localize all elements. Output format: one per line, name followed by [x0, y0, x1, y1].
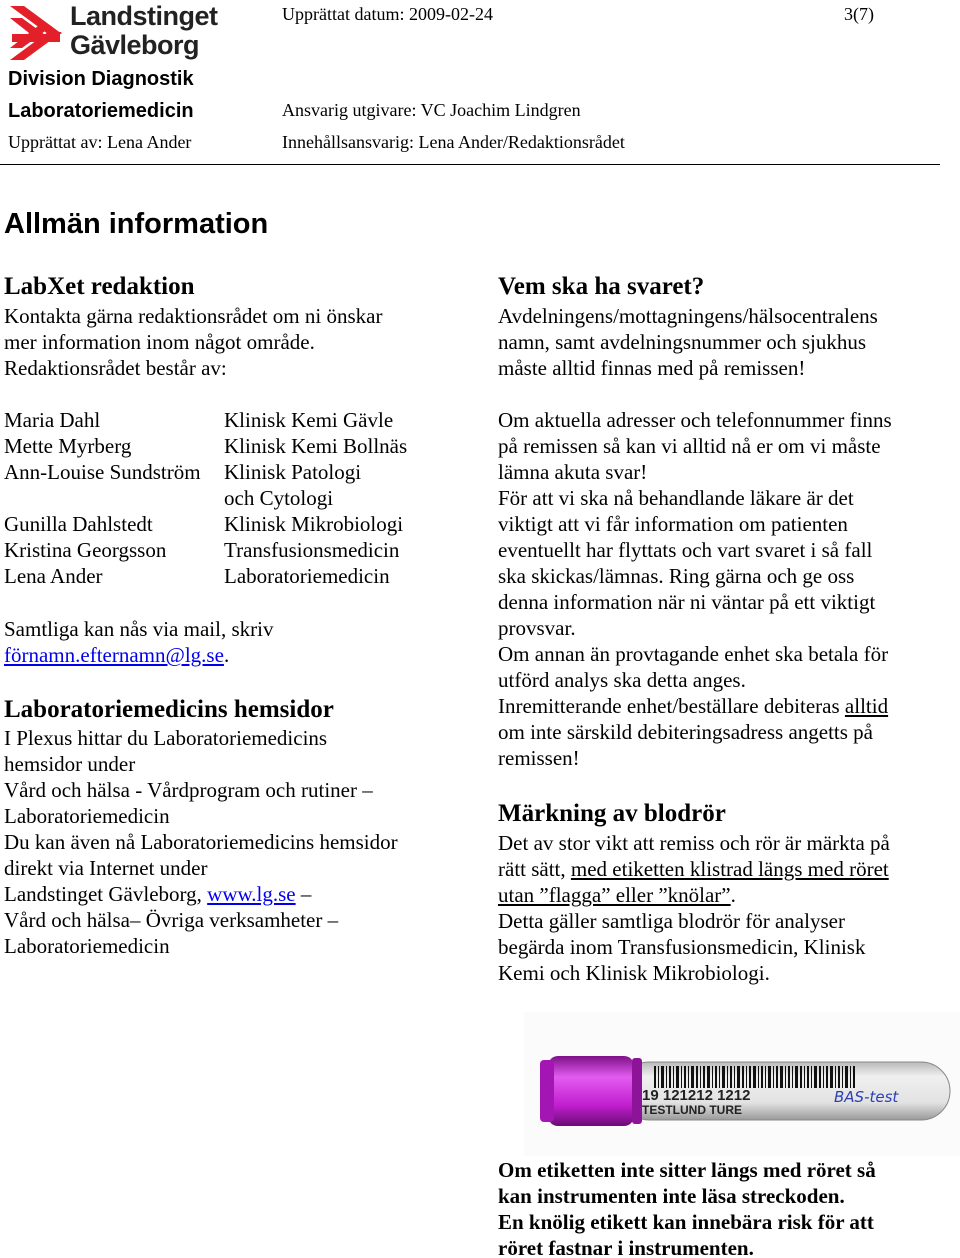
staff-name: Kristina Georgsson: [4, 538, 167, 562]
logo-line-2: Gävleborg: [70, 30, 200, 60]
created-date: Upprättat datum: 2009-02-24: [282, 4, 493, 24]
staff-unit: Transfusionsmedicin: [224, 538, 400, 562]
adress-line: utförd analys ska detta anges.: [498, 668, 746, 692]
content-responsible: Innehållsansvarig: Lena Ander/Redaktionsrådet: [282, 132, 625, 152]
adress-line: denna information när ni väntar på ett viktigt: [498, 590, 876, 614]
header-divider: [0, 164, 940, 165]
hemsidor-line: hemsidor under: [4, 752, 136, 776]
email-link[interactable]: förnamn.efternamn@lg.se: [4, 643, 224, 667]
markning-line: Detta gäller samtliga blodrör för analyser: [498, 909, 845, 933]
labxet-line: Kontakta gärna redaktionsrådet om ni önskar: [4, 304, 383, 328]
blood-tube-icon: [524, 1012, 960, 1156]
logo-mark-icon: [8, 4, 64, 62]
email-suffix: .: [223, 643, 230, 667]
debit-emphasis: alltid: [844, 694, 889, 718]
vem-line: måste alltid finnas med på remissen!: [498, 356, 806, 380]
tube-label-id: 19 121212 1212: [642, 1087, 751, 1104]
web-prefix: Landstinget Gävleborg,: [4, 882, 208, 906]
staff-unit: Klinisk Patologi: [224, 460, 362, 484]
adress-line: eventuellt har flyttats och vart svaret i så fall: [498, 538, 873, 562]
vem-heading: Vem ska ha svaret?: [498, 273, 705, 300]
debit-line: om inte särskild debiteringsadress angetts på: [498, 720, 873, 744]
staff-unit: Klinisk Kemi Bollnäs: [224, 434, 408, 458]
labxet-heading: LabXet redaktion: [4, 273, 195, 300]
markning-prefix: rätt sätt,: [498, 857, 571, 881]
adress-line: För att vi ska nå behandlande läkare är det: [498, 486, 854, 510]
staff-unit: och Cytologi: [224, 486, 334, 510]
debit-line: remissen!: [498, 746, 580, 770]
adress-line: Om aktuella adresser och telefonnummer finns: [498, 408, 892, 432]
web-suffix: –: [295, 882, 312, 906]
tube-handwritten-note: BAS-test: [834, 1088, 899, 1106]
debit-line: [498, 693, 888, 719]
staff-unit: Klinisk Kemi Gävle: [224, 408, 394, 432]
labxet-line: Redaktionsrådet består av:: [4, 356, 227, 380]
markning-heading: Märkning av blodrör: [498, 800, 726, 827]
markning-suffix: .: [730, 883, 736, 907]
hemsidor-line: Laboratoriemedicin: [4, 804, 170, 828]
caption-line: kan instrumenten inte läsa streckoden.: [498, 1184, 845, 1208]
web-link[interactable]: www.lg.se: [207, 882, 296, 906]
hemsidor-line: direkt via Internet under: [4, 856, 208, 880]
vem-line: namn, samt avdelningsnummer och sjukhus: [498, 330, 867, 354]
staff-name: Maria Dahl: [4, 408, 101, 432]
contact-email-row: [4, 642, 229, 668]
staff-unit: Laboratoriemedicin: [224, 564, 390, 588]
markning-emphasis: med etiketten klistrad längs med röret: [570, 857, 889, 881]
web-link-row: [4, 881, 311, 907]
staff-name: Mette Myrberg: [4, 434, 132, 458]
hemsidor-heading: Laboratoriemedicins hemsidor: [4, 696, 334, 723]
adress-line: lämna akuta svar!: [498, 460, 648, 484]
hemsidor-line: Vård och hälsa– Övriga verksamheter –: [4, 908, 339, 932]
logo-text: [70, 2, 218, 60]
created-by: Upprättat av: Lena Ander: [8, 132, 192, 152]
adress-line: provsvar.: [498, 616, 576, 640]
hemsidor-line: Du kan även nå Laboratoriemedicins hemsidor: [4, 830, 398, 854]
adress-line: viktigt att vi får information om patienten: [498, 512, 848, 536]
page-number: 3(7): [844, 4, 874, 24]
markning-line: [498, 882, 736, 908]
staff-name: Ann-Louise Sundström: [4, 460, 201, 484]
adress-line: ska skickas/lämnas. Ring gärna och ge oss: [498, 564, 855, 588]
markning-line: [498, 856, 889, 882]
staff-name: Lena Ander: [4, 564, 103, 588]
blood-tube-photo: [524, 1012, 960, 1156]
markning-line: Det av stor vikt att remiss och rör är märkta på: [498, 831, 890, 855]
labxet-line: mer information inom något område.: [4, 330, 315, 354]
staff-name: Gunilla Dahlstedt: [4, 512, 153, 536]
logo: [8, 2, 222, 66]
responsible-publisher: Ansvarig utgivare: VC Joachim Lindgren: [282, 100, 581, 120]
hemsidor-line: I Plexus hittar du Laboratoriemedicins: [4, 726, 328, 750]
caption-line: Om etiketten inte sitter längs med röret så: [498, 1158, 876, 1182]
page-title: Allmän information: [4, 208, 269, 240]
tube-label-name: TESTLUND TURE: [642, 1103, 742, 1117]
adress-line: Om annan än provtagande enhet ska betala för: [498, 642, 889, 666]
division-name: Division Diagnostik: [8, 68, 194, 90]
department-name: Laboratoriemedicin: [8, 100, 194, 122]
contact-line: Samtliga kan nås via mail, skriv: [4, 617, 274, 641]
markning-line: begärda inom Transfusionsmedicin, Klinisk: [498, 935, 866, 959]
adress-line: på remissen så kan vi alltid nå er om vi måste: [498, 434, 881, 458]
caption-line: röret fastnar i instrumenten.: [498, 1236, 754, 1258]
staff-unit: Klinisk Mikrobiologi: [224, 512, 404, 536]
vem-line: Avdelningens/mottagningens/hälsocentralens: [498, 304, 878, 328]
hemsidor-line: Vård och hälsa - Vårdprogram och rutiner –: [4, 778, 373, 802]
hemsidor-line: Laboratoriemedicin: [4, 934, 170, 958]
markning-line: Kemi och Klinisk Mikrobiologi.: [498, 961, 770, 985]
markning-emphasis: utan ”flagga” eller ”knölar”: [498, 883, 731, 907]
debit-prefix: Inremitterande enhet/beställare debiteras: [498, 694, 845, 718]
logo-line-1: Landstinget: [70, 1, 218, 31]
caption-line: En knölig etikett kan innebära risk för att: [498, 1210, 874, 1234]
